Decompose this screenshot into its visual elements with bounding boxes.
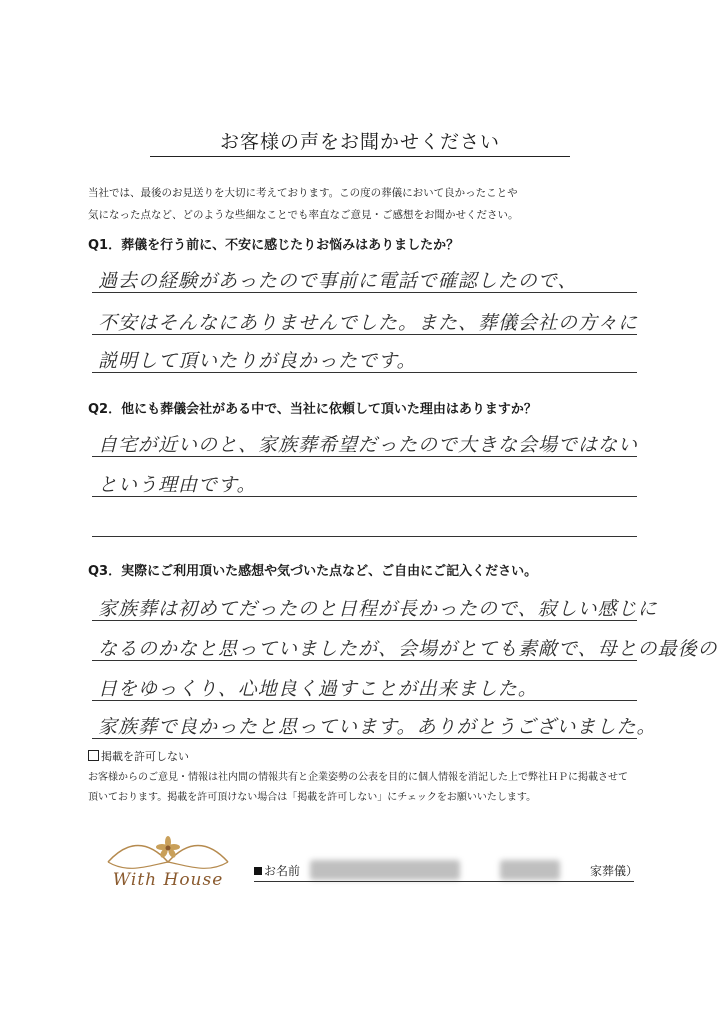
answer-rule xyxy=(92,620,637,621)
consent-option[interactable] xyxy=(88,748,189,764)
privacy-note xyxy=(88,768,678,808)
name-underline xyxy=(254,881,634,882)
answer-rule xyxy=(92,496,637,497)
answer-rule xyxy=(92,456,637,457)
answer-3-line-3: 日をゆっくり、心地良く過すことが出来ました。 xyxy=(98,678,538,700)
answer-3-line-4: 家族葬で良かったと思っています。ありがとうございました。 xyxy=(98,716,657,738)
intro-line: 当社では、最後のお見送りを大切に考えております。この度の葬儀において良かったことや xyxy=(88,187,518,199)
note-line: お客様からのご意見・情報は社内間の情報共有と企業姿勢の公表を目的に個人情報を消記した上で弊社ＨＰに掲載させて xyxy=(88,772,628,783)
answer-1-line-3: 説明して頂いたりが良かったです。 xyxy=(98,350,417,372)
page-title: お客様の声をお聞かせください xyxy=(219,131,500,153)
answer-1-line-2: 不安はそんなにありませんでした。また、葬儀会社の方々に xyxy=(98,312,639,334)
answer-3-line-2: なるのかなと思っていましたが、会場がとても素敵で、母との最後の xyxy=(98,638,718,660)
answer-rule xyxy=(92,334,637,335)
consent-label: 掲載を許可しない xyxy=(101,750,189,763)
title-underline xyxy=(150,156,570,157)
question-3: Q3．実際にご利用頂いた感想や気づいた点など、ご自由にご記入ください。 xyxy=(88,564,538,579)
answer-rule xyxy=(92,292,637,293)
intro-line: 気になった点など、どのような些細なことでも率直なご意見・ご感想をお聞かせください。 xyxy=(88,209,519,221)
answer-2-line-2: という理由です。 xyxy=(98,474,257,496)
question-1: Q1．葬儀を行う前に、不安に感じたりお悩みはありましたか？ xyxy=(88,238,460,253)
answer-rule xyxy=(92,660,637,661)
answer-1-line-1: 過去の経験があったので事前に電話で確認したので、 xyxy=(98,270,578,292)
answer-2-line-1: 自宅が近いのと、家族葬希望だったので大きな会場ではない xyxy=(98,434,639,456)
question-2: Q2．他にも葬儀会社がある中で、当社に依頼して頂いた理由はありますか？ xyxy=(88,402,537,417)
answer-rule xyxy=(92,700,637,701)
answer-rule xyxy=(92,536,637,537)
answer-rule xyxy=(92,738,637,739)
square-bullet-icon xyxy=(254,867,262,875)
intro-text xyxy=(88,182,648,226)
family-funeral-label: 家葬儀） xyxy=(590,864,639,878)
answer-3-line-1: 家族葬は初めてだったのと日程が長かったので、寂しい感じに xyxy=(98,598,658,620)
logo-text: With House xyxy=(112,870,224,890)
with-house-logo xyxy=(88,836,248,896)
redacted-name xyxy=(500,860,560,880)
answer-rule xyxy=(92,372,637,373)
consent-checkbox[interactable] xyxy=(88,750,99,761)
note-line: 頂いております。掲載を許可頂けない場合は「掲載を許可しない」にチェックをお願いいたします。 xyxy=(88,792,537,803)
redacted-name xyxy=(310,860,460,880)
name-field-label: お名前 xyxy=(254,862,300,879)
